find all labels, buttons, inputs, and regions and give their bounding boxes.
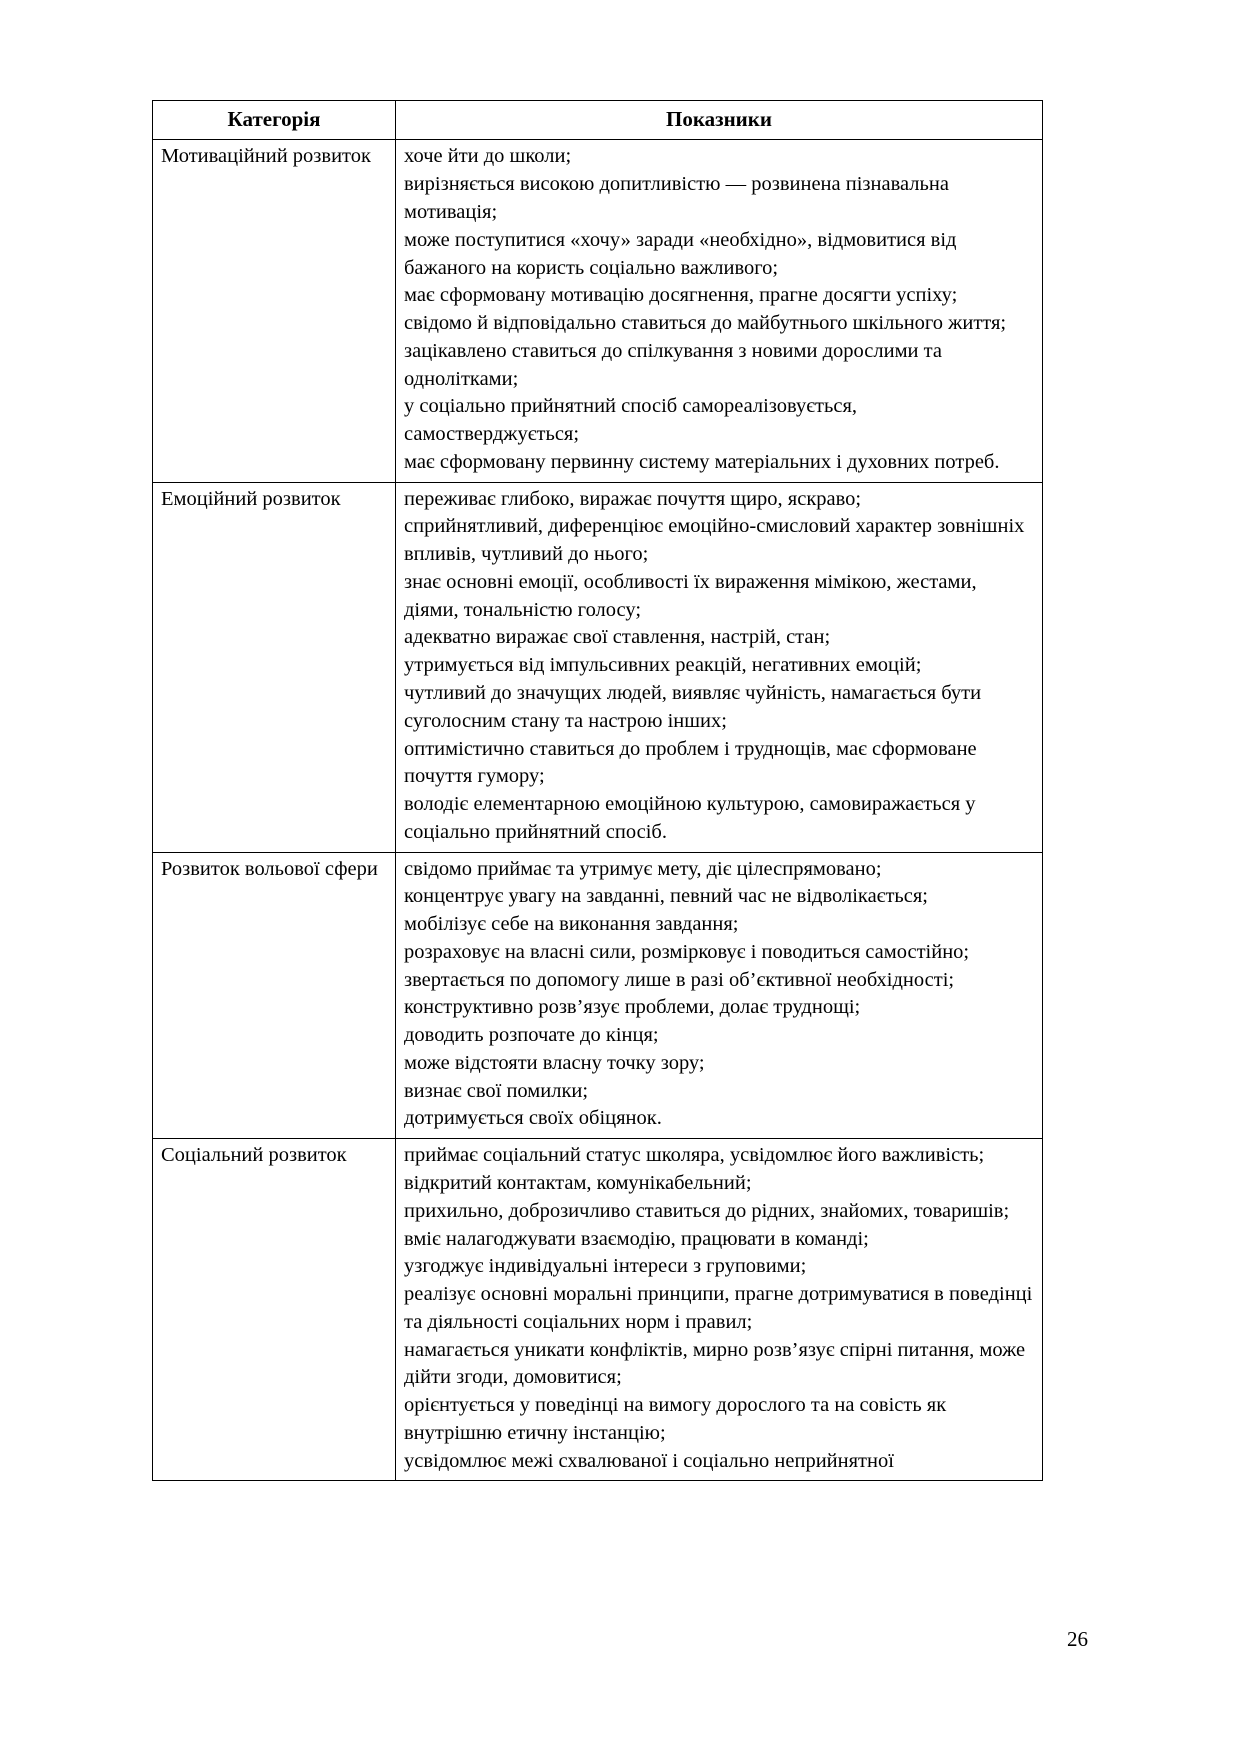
indicator-line: усвідомлює межі схвалюваної і соціально неприйнятної — [404, 1449, 894, 1472]
category-cell: Емоційний розвиток — [153, 482, 396, 852]
indicator-line: мобілізує себе на виконання завдання; — [404, 913, 739, 936]
indicator-line: у соціально прийнятний спосіб самореалізовується, самостверджується; — [404, 395, 858, 446]
indicator-line: визнає свої помилки; — [404, 1079, 589, 1102]
indicator-line: володіє елементарною емоційною культурою, самовиражається у соціально прийнятний спосіб. — [404, 793, 976, 843]
indicator-line: зацікавлено ставиться до спілкування з новими дорослими та однолітками; — [404, 339, 942, 390]
table-row — [153, 140, 1043, 482]
table-row — [153, 852, 1043, 1139]
indicators-cell — [396, 140, 1043, 482]
indicator-line: намагається уникати конфліктів, мирно розв’язує спірні питання, може дійти згоди, домовитися; — [404, 1338, 1026, 1389]
indicators-cell — [396, 852, 1043, 1139]
indicator-line: знає основні емоції, особливості їх вираження мімікою, жестами, діями, тональністю голосу; — [404, 570, 977, 621]
category-cell: Мотиваційний розвиток — [153, 140, 396, 482]
indicator-line: дотримується своїх обіцянок. — [404, 1107, 662, 1130]
indicator-line: адекватно виражає свої ставлення, настрій, стан; — [404, 626, 831, 649]
indicator-line: реалізує основні моральні принципи, прагне дотримуватися в поведінці та діяльності соціальних норм і правил; — [404, 1283, 1033, 1333]
indicator-line: свідомо приймає та утримує мету, діє цілеспрямовано; — [404, 857, 882, 880]
indicator-line: чутливий до значущих людей, виявляє чуйність, намагається бути суголосним стану та настрою інших; — [404, 682, 982, 732]
indicator-line: свідомо й відповідально ставиться до майбутнього шкільного життя; — [404, 312, 1007, 335]
column-header-category: Категорія — [153, 101, 396, 140]
page-number: 26 — [1067, 1627, 1088, 1651]
category-cell: Соціальний розвиток — [153, 1139, 396, 1481]
table-row — [153, 482, 1043, 852]
indicator-line: прихильно, доброзичливо ставиться до рідних, знайомих, товаришів; — [404, 1199, 1010, 1222]
indicator-line: доводить розпочате до кінця; — [404, 1024, 659, 1047]
table-header-row — [153, 101, 1043, 140]
category-cell: Розвиток вольової сфери — [153, 852, 396, 1139]
indicator-line: може відстояти власну точку зору; — [404, 1051, 705, 1074]
indicators-cell — [396, 1139, 1043, 1481]
indicator-line: приймає соціальний статус школяра, усвідомлює його важливість; — [404, 1144, 985, 1167]
indicator-line: орієнтується у поведінці на вимогу дорослого та на совість як внутрішню етичну інстанцію; — [404, 1394, 947, 1444]
indicator-line: переживає глибоко, виражає почуття щиро, яскраво; — [404, 487, 862, 510]
category-indicators-table — [152, 100, 1043, 1481]
indicator-line: має сформовану первинну систему матеріальних і духовних потреб. — [404, 450, 1000, 473]
indicators-cell — [396, 482, 1043, 852]
indicator-line: розраховує на власні сили, розмірковує і поводиться самостійно; — [404, 940, 970, 963]
indicator-line: оптимістично ставиться до проблем і труднощів, має сформоване почуття гумору; — [404, 737, 977, 788]
indicator-line: утримується від імпульсивних реакцій, негативних емоцій; — [404, 654, 922, 677]
indicator-line: вирізняється високою допитливістю — розвинена пізнавальна мотивація; — [404, 173, 949, 223]
indicator-line: може поступитися «хочу» заради «необхідно», відмовитися від бажаного на користь соціально важливого; — [404, 228, 957, 279]
indicator-line: конструктивно розв’язує проблеми, долає труднощі; — [404, 996, 861, 1019]
indicator-line: відкритий контактам, комунікабельний; — [404, 1172, 752, 1195]
indicator-line: вміє налагоджувати взаємодію, працювати в команді; — [404, 1227, 869, 1250]
indicator-line: звертається по допомогу лише в разі об’єктивної необхідності; — [404, 968, 955, 991]
indicator-line: сприйнятливий, диференціює емоційно-смисловий характер зовнішніх впливів, чутливий до нього; — [404, 515, 1025, 566]
table-row — [153, 1139, 1043, 1481]
indicator-line: концентрує увагу на завданні, певний час не відволікається; — [404, 885, 929, 908]
column-header-indicators: Показники — [396, 101, 1043, 140]
indicator-line: хоче йти до школи; — [404, 145, 572, 168]
indicator-line: узгоджує індивідуальні інтереси з груповими; — [404, 1255, 807, 1278]
indicator-line: має сформовану мотивацію досягнення, прагне досягти успіху; — [404, 284, 958, 307]
table-header — [153, 101, 1043, 140]
category-indicators-table-wrapper — [152, 100, 1042, 1481]
table-body — [153, 140, 1043, 1481]
